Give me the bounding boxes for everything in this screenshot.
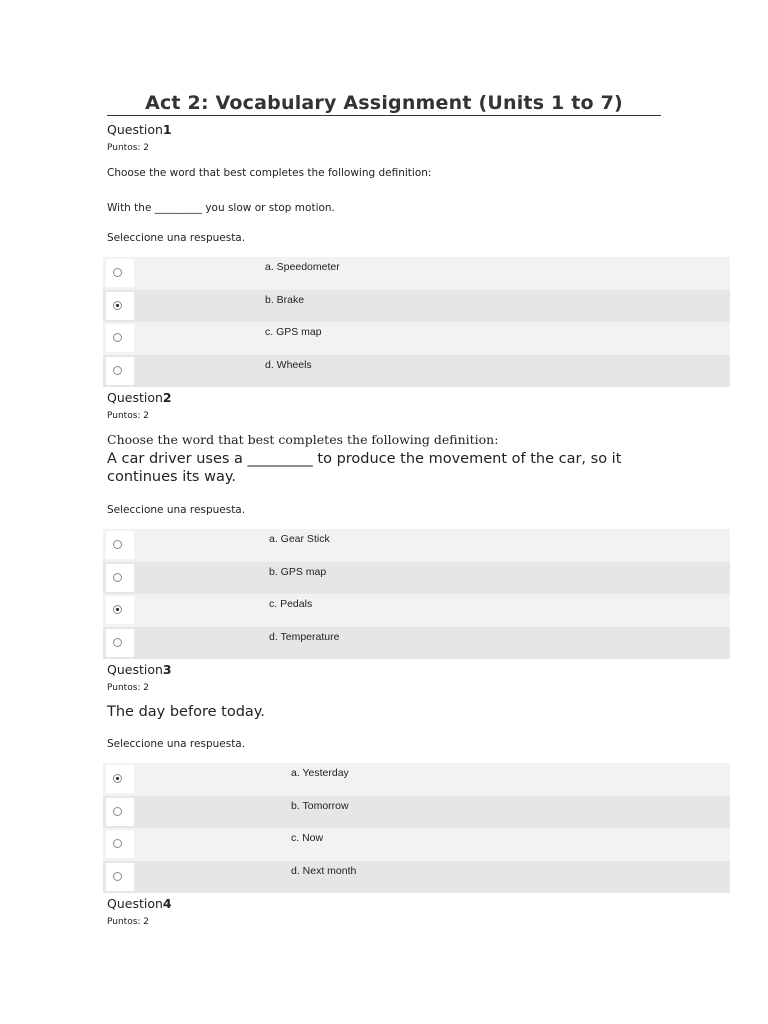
question-1-select-hint: Seleccione una respuesta.: [107, 232, 246, 244]
radio-button[interactable]: [113, 605, 122, 614]
question-1-points: Puntos: 2: [107, 143, 150, 153]
answer-row[interactable]: [103, 290, 730, 323]
question-3-answers: [103, 763, 730, 893]
answer-label: c. Now: [291, 832, 324, 844]
answer-label: d. Next month: [291, 864, 357, 877]
question-3-sentence: The day before today.: [107, 704, 265, 720]
radio-button[interactable]: [113, 872, 122, 881]
radio-button[interactable]: [113, 366, 122, 375]
answer-row[interactable]: [103, 627, 730, 660]
answer-label: c. Pedals: [269, 598, 313, 610]
question-2-label: Question2: [107, 390, 172, 405]
radio-button[interactable]: [113, 268, 122, 277]
radio-button[interactable]: [113, 573, 122, 582]
answer-label: a. Speedometer: [265, 261, 340, 273]
answer-row[interactable]: [103, 322, 730, 355]
question-1-prompt: Choose the word that best completes the following definition:: [107, 167, 432, 179]
answer-label: d. Temperature: [269, 630, 340, 643]
answer-label: d. Wheels: [265, 358, 312, 371]
radio-button[interactable]: [113, 333, 122, 342]
radio-button[interactable]: [113, 540, 122, 549]
answer-label: c. GPS map: [265, 326, 322, 338]
answer-row[interactable]: [103, 257, 730, 290]
radio-button[interactable]: [113, 839, 122, 848]
answer-label: b. Tomorrow: [291, 799, 349, 812]
radio-button[interactable]: [113, 301, 122, 310]
question-1-answers: [103, 257, 730, 387]
radio-button[interactable]: [113, 638, 122, 647]
answer-row[interactable]: [103, 529, 730, 562]
question-1-label: Question1: [107, 122, 172, 137]
question-2-sentence: A car driver uses a _________ to produce the movement of the car, so it continues its way.: [107, 451, 622, 485]
question-4-points: Puntos: 2: [107, 917, 150, 927]
radio-button[interactable]: [113, 807, 122, 816]
question-2-points: Puntos: 2: [107, 411, 150, 421]
answer-row[interactable]: [103, 594, 730, 627]
question-4-label: Question4: [107, 896, 172, 911]
answer-row[interactable]: [103, 763, 730, 796]
answer-label: a. Yesterday: [291, 767, 349, 779]
question-3-select-hint: Seleccione una respuesta.: [107, 738, 246, 750]
answer-row[interactable]: [103, 796, 730, 829]
question-2-select-hint: Seleccione una respuesta.: [107, 504, 246, 516]
answer-label: b. Brake: [265, 293, 305, 306]
answer-row[interactable]: [103, 861, 730, 894]
answer-row[interactable]: [103, 828, 730, 861]
question-2-answers: [103, 529, 730, 659]
answer-row[interactable]: [103, 562, 730, 595]
question-3-points: Puntos: 2: [107, 683, 150, 693]
radio-button[interactable]: [113, 774, 122, 783]
page-title: Act 2: Vocabulary Assignment (Units 1 to 7): [107, 92, 661, 116]
answer-row[interactable]: [103, 355, 730, 388]
answer-label: b. GPS map: [269, 565, 327, 578]
question-2-prompt: Choose the word that best completes the following definition:: [107, 432, 499, 447]
question-3-label: Question3: [107, 662, 172, 677]
answer-label: a. Gear Stick: [269, 533, 330, 545]
question-1-sentence: With the _________ you slow or stop motion.: [107, 202, 335, 214]
